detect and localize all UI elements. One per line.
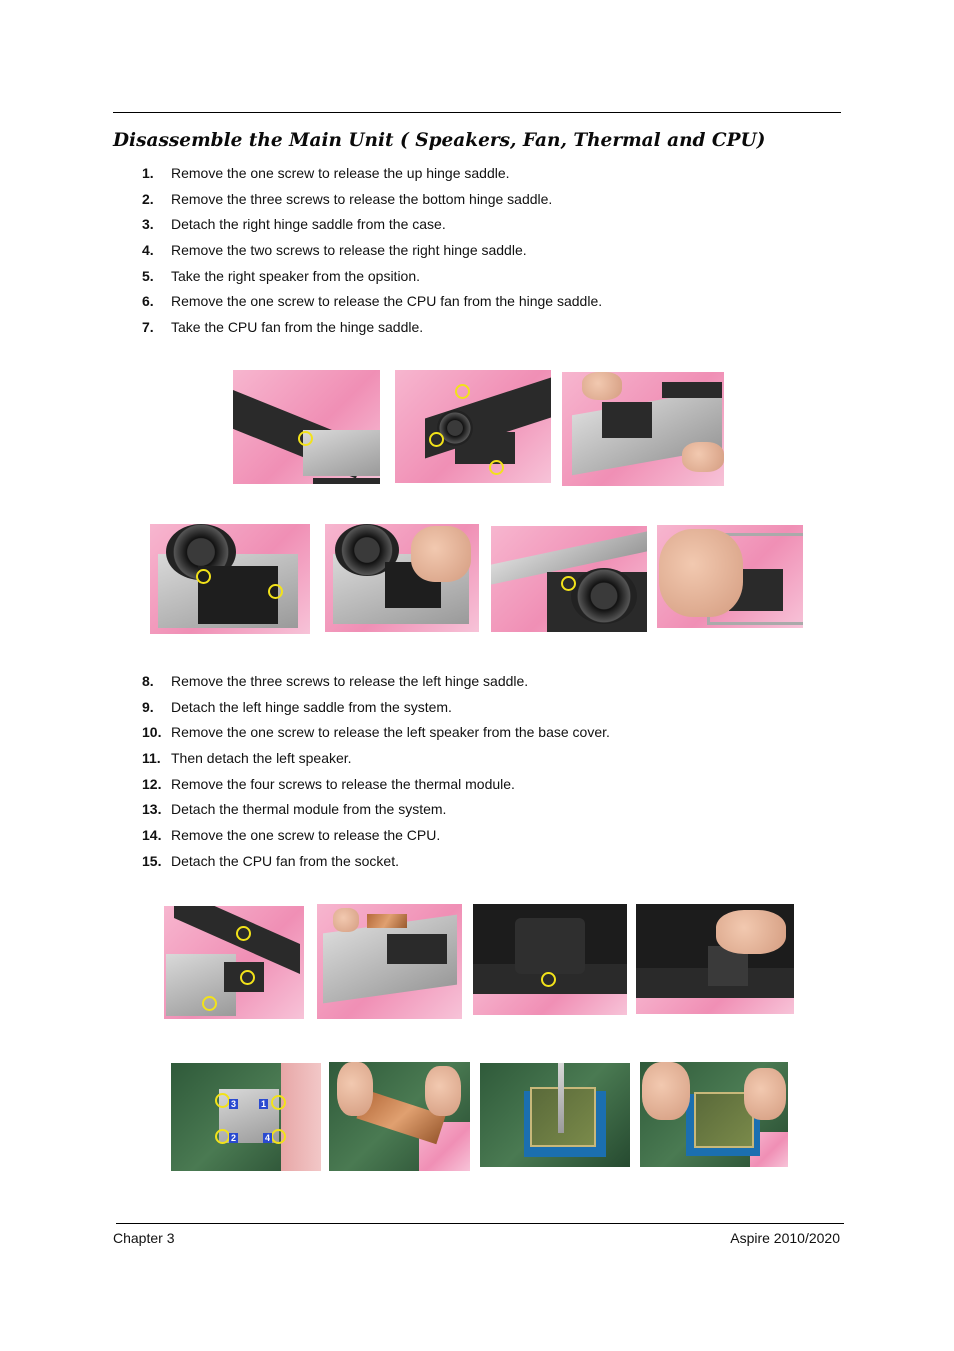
photo-bottom-hinge-screws xyxy=(395,370,551,483)
step-text: Take the right speaker from the opsition. xyxy=(171,267,421,284)
photo-detach-cpu xyxy=(640,1062,788,1167)
step-text: Detach the CPU fan from the socket. xyxy=(171,852,399,869)
step-number: 2. xyxy=(142,190,154,207)
photo-detach-thermal-module xyxy=(329,1062,470,1171)
step-text: Remove the one screw to release the left speaker from the base cover. xyxy=(171,724,610,741)
step-text: Then detach the left speaker. xyxy=(171,750,352,767)
photo-take-right-speaker xyxy=(325,524,479,632)
step-number: 6. xyxy=(142,293,154,310)
screw-number-label: 4 xyxy=(265,1133,271,1143)
footer-product: Aspire 2010/2020 xyxy=(730,1230,840,1246)
header-rule xyxy=(113,112,841,113)
step-text: Detach the left hinge saddle from the system. xyxy=(171,698,452,715)
photo-left-speaker-screw xyxy=(473,904,627,1015)
step-text: Detach the right hinge saddle from the case. xyxy=(171,216,446,233)
photo-detach-left-hinge xyxy=(317,904,462,1019)
step-text: Remove the two screws to release the right hinge saddle. xyxy=(171,242,527,259)
screw-number-label: 3 xyxy=(231,1099,237,1109)
photo-take-cpu-fan xyxy=(657,525,803,628)
step-number: 14. xyxy=(142,827,162,844)
step-number: 5. xyxy=(142,267,154,284)
step-number: 9. xyxy=(142,698,154,715)
step-number: 15. xyxy=(142,852,162,869)
footer-chapter: Chapter 3 xyxy=(113,1230,175,1246)
step-text: Detach the thermal module from the system. xyxy=(171,801,447,818)
step-number: 11. xyxy=(142,750,161,767)
step-text: Remove the one screw to release the up hinge saddle. xyxy=(171,165,510,181)
step-text: Remove the three screws to release the bottom hinge saddle. xyxy=(171,190,553,207)
photo-release-cpu-screw xyxy=(480,1063,630,1167)
step-text: Remove the one screw to release the CPU fan from the hinge saddle. xyxy=(171,293,603,310)
footer-rule xyxy=(116,1223,844,1224)
step-text: Remove the one screw to release the CPU. xyxy=(171,827,441,844)
section-heading: Disassemble the Main Unit ( Speakers, Fan, Thermal and CPU) xyxy=(113,130,766,151)
step-number: 7. xyxy=(142,319,154,336)
photo-cpu-fan-screw xyxy=(491,526,647,632)
photo-up-hinge-screw xyxy=(233,370,380,484)
photo-right-hinge-two-screws xyxy=(150,524,310,634)
step-number: 10. xyxy=(142,724,162,741)
step-text: Take the CPU fan from the hinge saddle. xyxy=(171,319,424,336)
step-number: 4. xyxy=(142,242,154,259)
photo-detach-left-speaker xyxy=(636,904,794,1014)
screw-number-label: 1 xyxy=(261,1099,267,1109)
screw-number-label: 2 xyxy=(231,1133,237,1143)
step-number: 3. xyxy=(142,216,154,233)
photo-detach-right-hinge xyxy=(562,372,724,486)
step-text: Remove the four screws to release the thermal module. xyxy=(171,775,515,792)
photo-left-hinge-screws xyxy=(164,906,304,1019)
photo-thermal-module-screws xyxy=(171,1063,321,1171)
step-number: 8. xyxy=(142,673,154,689)
step-number: 12. xyxy=(142,775,162,792)
step-number: 13. xyxy=(142,801,162,818)
step-text: Remove the three screws to release the left hinge saddle. xyxy=(171,673,529,689)
step-number: 1. xyxy=(142,165,154,181)
